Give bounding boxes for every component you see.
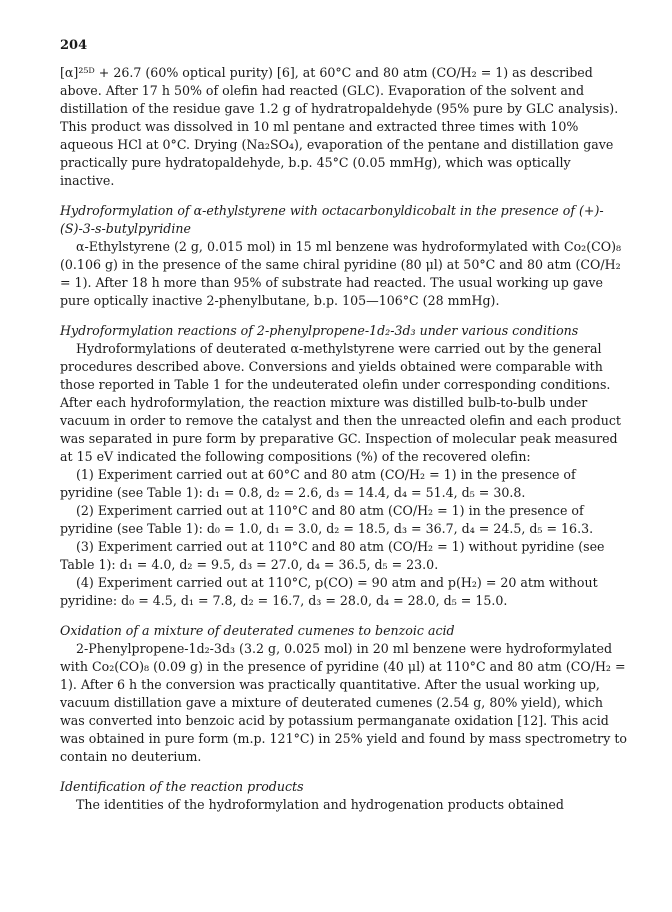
page-body [60,64,628,814]
page-number: 204 [60,38,88,53]
section-heading-ethylstyrene: Hydroformylation of α-ethylstyrene with octacarbonyldicobalt in the presence of (+)-(S)-3-s-butylpyridine [60,203,604,236]
section-paragraph: 2-Phenylpropene-1d₂-3d₃ (3.2 g, 0.025 mol) in 20 ml benzene were hydroformylated with Co₂(CO)₈ (0.09 g) in the presence of pyridine (40 μl) at 110°C and 80 atm (CO/H₂ = 1). After 6 h the conversion was practically quantitative. After the usual working up, vacuum distillation gave a mixture of deuterated cumenes (2.54 g, 80% yield), which was converted into benzoic acid by potassium permanganate oxidation [12]. This acid was obtained in pure form (m.p. 121°C) in 25% yield and found by mass spectrometry to contain no deuterium. [60,641,627,764]
section-paragraph: α-Ethylstyrene (2 g, 0.015 mol) in 15 ml benzene was hydroformylated with Co₂(CO)₈ (0.106 g) in the presence of the same chiral pyridine (80 μl) at 50°C and 80 atm (CO/H₂ = 1). After 18 h more than 95% of substrate had reacted. The usual working up gave pure optically inactive 2-phenylbutane, b.p. 105—106°C (28 mmHg). [60,239,622,308]
experiment-item: (1) Experiment carried out at 60°C and 80 atm (CO/H₂ = 1) in the presence of pyridine (see Table 1): d₁ = 0.8, d₂ = 2.6, d₃ = 14.4, d₄ = 51.4, d₅ = 30.8. [60,467,576,500]
section-heading-identification: Identification of the reaction products [60,779,304,794]
section-paragraph: Hydroformylations of deuterated α-methylstyrene were carried out by the general procedures described above. Conversions and yields obtained were comparable with those reported in Table 1 for the undeuterated olefin under corresponding conditions. After each hydroformylation, the reaction mixture was distilled bulb-to-bulb under vacuum in order to remove the catalyst and then the unreacted olefin and each product was separated in pure form by preparative GC. Inspection of molecular peak measured at 15 eV indicated the following compositions (%) of the recovered olefin: [60,341,621,464]
experiment-item: (3) Experiment carried out at 110°C and 80 atm (CO/H₂ = 1) without pyridine (see Table 1): d₁ = 4.0, d₂ = 9.5, d₃ = 27.0, d₄ = 36.5, d₅ = 23.0. [60,539,605,572]
section-paragraph: The identities of the hydroformylation and hydrogenation products obtained [76,797,564,812]
intro-paragraph: [α]²⁵ᴰ + 26.7 (60% optical purity) [6], at 60°C and 80 atm (CO/H₂ = 1) as described above. After 17 h 50% of olefin had reacted (GLC). Evaporation of the solvent and distillation of the residue gave 1.2 g of hydratropaldehyde (95% pure by GLC analysis). This product was dissolved in 10 ml pentane and extracted three times with 10% aqueous HCl at 0°C. Drying (Na₂SO₄), evaporation of the pentane and distillation gave practically pure hydratopaldehyde, b.p. 45°C (0.05 mmHg), which was optically inactive. [60,65,619,188]
experiment-item: (4) Experiment carried out at 110°C, p(CO) = 90 atm and p(H₂) = 20 atm without pyridine: d₀ = 4.5, d₁ = 7.8, d₂ = 16.7, d₃ = 28.0, d₄ = 28.0, d₅ = 15.0. [60,575,598,608]
section-heading-oxidation: Oxidation of a mixture of deuterated cumenes to benzoic acid [60,623,455,638]
section-heading-deuterated: Hydroformylation reactions of 2-phenylpropene-1d₂-3d₃ under various conditions [60,323,579,338]
experiment-item: (2) Experiment carried out at 110°C and 80 atm (CO/H₂ = 1) in the presence of pyridine (see Table 1): d₀ = 1.0, d₁ = 3.0, d₂ = 18.5, d₃ = 36.7, d₄ = 24.5, d₅ = 16.3. [60,503,594,536]
